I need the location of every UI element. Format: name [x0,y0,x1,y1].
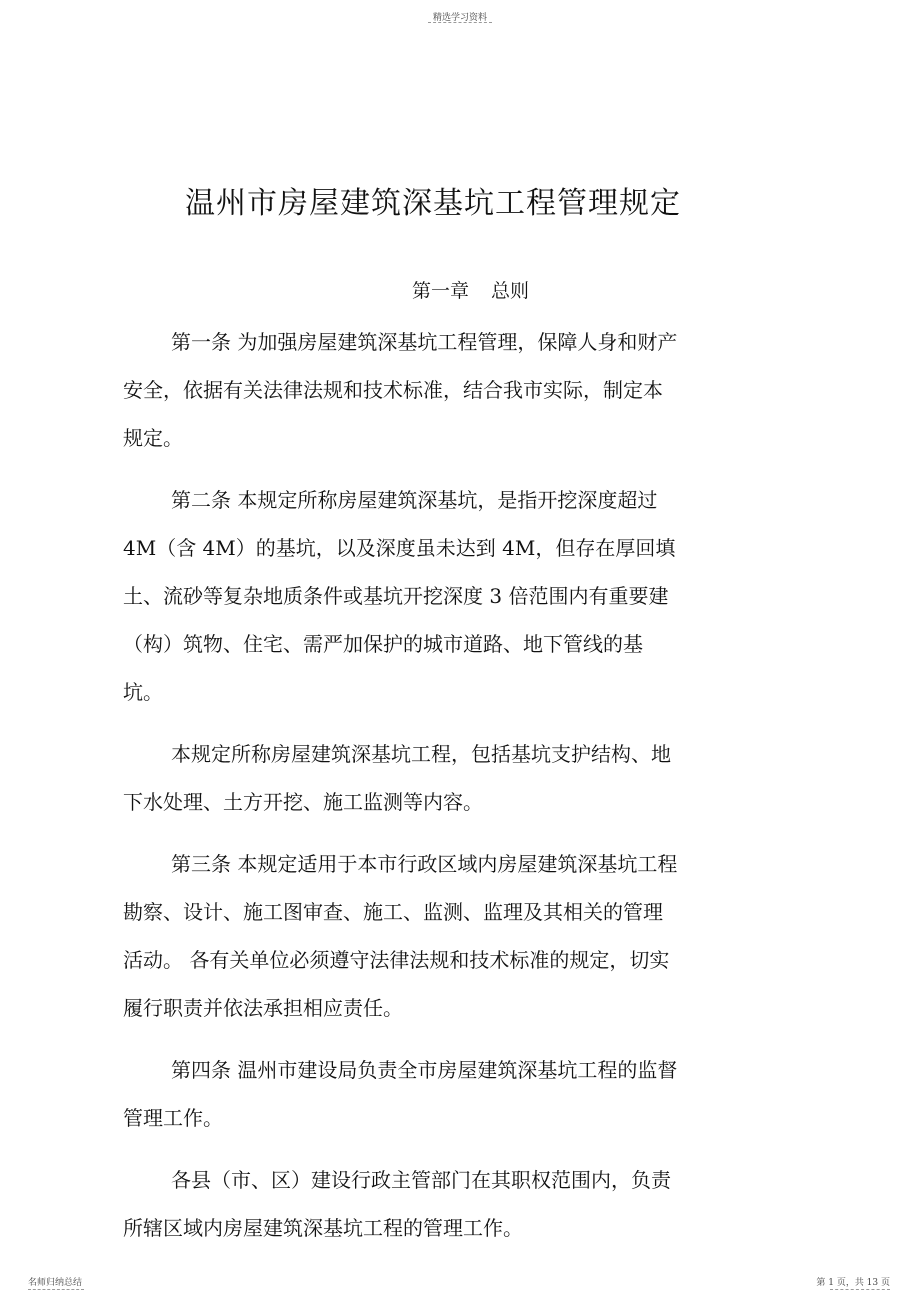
paragraph-article-2 [123,476,803,716]
paragraph-line: 第二条 本规定所称房屋建筑深基坑，是指开挖深度超过 [171,488,658,512]
paragraph-line: 各县（市、区）建设行政主管部门在其职权范围内，负责 [171,1168,671,1192]
paragraph-article-4-county [123,1156,803,1252]
page-number: 第 1 页，共 13 页 [816,1278,890,1288]
paragraph-line: 勘察、设计、施工图审查、施工、监测、监理及其相关的管理 [123,900,663,924]
footer-right-divider [830,1289,890,1290]
paragraph-line: 第一条 为加强房屋建筑深基坑工程管理，保障人身和财产 [171,330,678,354]
paragraph-line: 活动。 各有关单位必须遵守法律法规和技术标准的规定，切实 [123,948,670,972]
paragraph-article-1 [123,318,803,462]
paragraph-article-2-scope [123,730,803,826]
chapter-heading [412,276,529,303]
footer-left-divider [28,1289,84,1290]
paragraph-line: 履行职责并依法承担相应责任。 [123,996,403,1020]
paragraph-line: 土、流砂等复杂地质条件或基坑开挖深度 3 倍范围内有重要建 [123,584,669,608]
paragraph-line: 4M（含 4M）的基坑，以及深度虽未达到 4M，但存在厚回填 [123,536,676,560]
paragraph-line: 第四条 温州市建设局负责全市房屋建筑深基坑工程的监督 [171,1058,678,1082]
paragraph-line: 所辖区域内房屋建筑深基坑工程的管理工作。 [123,1216,523,1240]
article-body [123,318,803,1252]
paragraph-line: 第三条 本规定适用于本市行政区域内房屋建筑深基坑工程 [171,852,678,876]
chapter-number: 第一章 [412,280,470,302]
paragraph-line: 规定。 [123,426,183,450]
document-title: 温州市房屋建筑深基坑工程管理规定 [185,186,681,221]
paragraph-line: 管理工作。 [123,1106,223,1130]
paragraph-article-3 [123,840,803,1032]
paragraph-line: 安全，依据有关法律法规和技术标准，结合我市实际，制定本 [123,378,663,402]
paragraph-line: （构）筑物、住宅、需严加保护的城市道路、地下管线的基 [123,632,643,656]
paragraph-line: 本规定所称房屋建筑深基坑工程，包括基坑支护结构、地 [171,742,671,766]
paragraph-article-4 [123,1046,803,1142]
header-divider [428,22,492,23]
header-label: 精选学习资料 [432,13,487,23]
paragraph-line: 下水处理、土方开挖、施工监测等内容。 [123,790,483,814]
footer-left-label: 名师归纳总结 [28,1278,83,1288]
paragraph-line: 坑。 [123,680,163,704]
chapter-name: 总则 [491,280,530,302]
